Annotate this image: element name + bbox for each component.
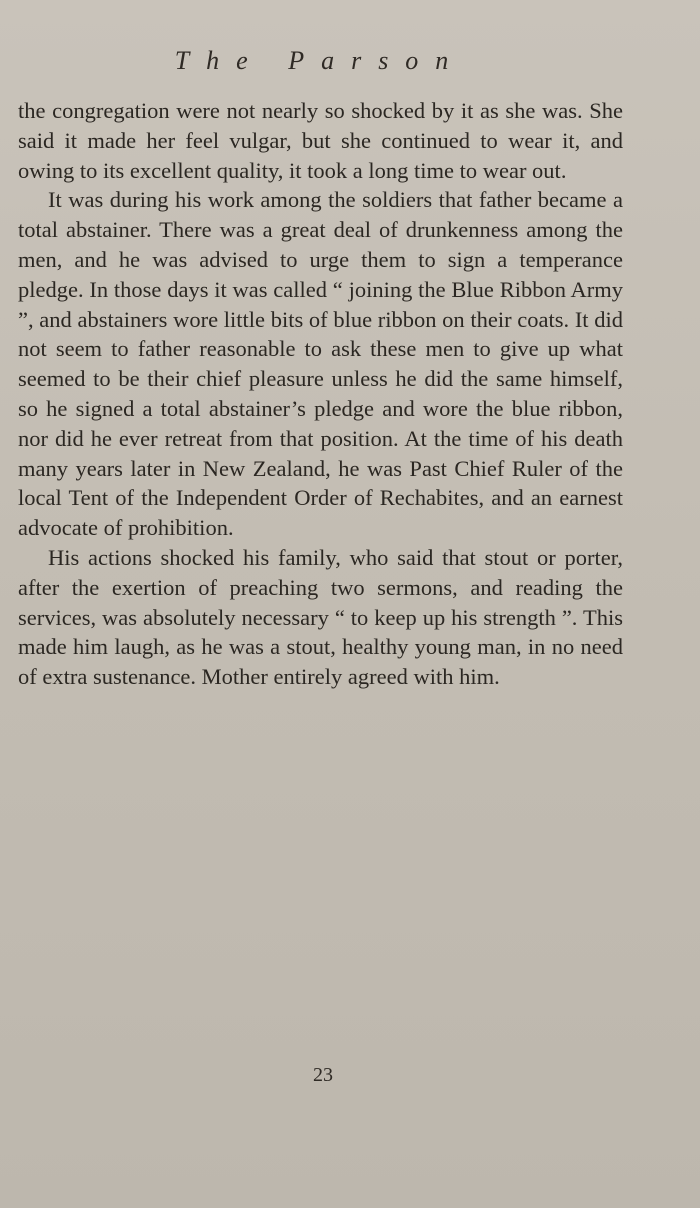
running-head: The Parson	[174, 46, 466, 75]
body-text	[18, 96, 623, 692]
paragraph-family-reaction: His actions shocked his family, who said that stout or porter, after the exertion of preaching two sermons, and reading the services, was absolutely necessary “ to keep up his strength ”. This made him laugh, as he was a stout, healthy young man, in no need of extra sustenance. Mother entirely agreed with him.	[18, 544, 623, 690]
paragraph-continuation: the congregation were not nearly so shocked by it as she was. She said it made her feel vulgar, but she continued to wear it, and owing to its excellent quality, it took a long time to wear out.	[18, 98, 623, 183]
page-number: 23	[313, 1064, 333, 1086]
paragraph-temperance: It was during his work among the soldiers that father became a total abstainer. There was a great deal of drunkenness among the men, and he was advised to urge them to sign a temperance pledge. In those days it was called “ joining the Blue Ribbon Army ”, and abstainers wore little bits of blue ribbon on their coats. It did not seem to father reasonable to ask these men to give up what seemed to be their chief pleasure unless he did the same himself, so he signed a total abstainer’s pledge and wore the blue ribbon, nor did he ever retreat from that position. At the time of his death many years later in New Zealand, he was Past Chief Ruler of the local Tent of the Independent Order of Rechabites, and an earnest advocate of prohibition.	[18, 187, 623, 541]
